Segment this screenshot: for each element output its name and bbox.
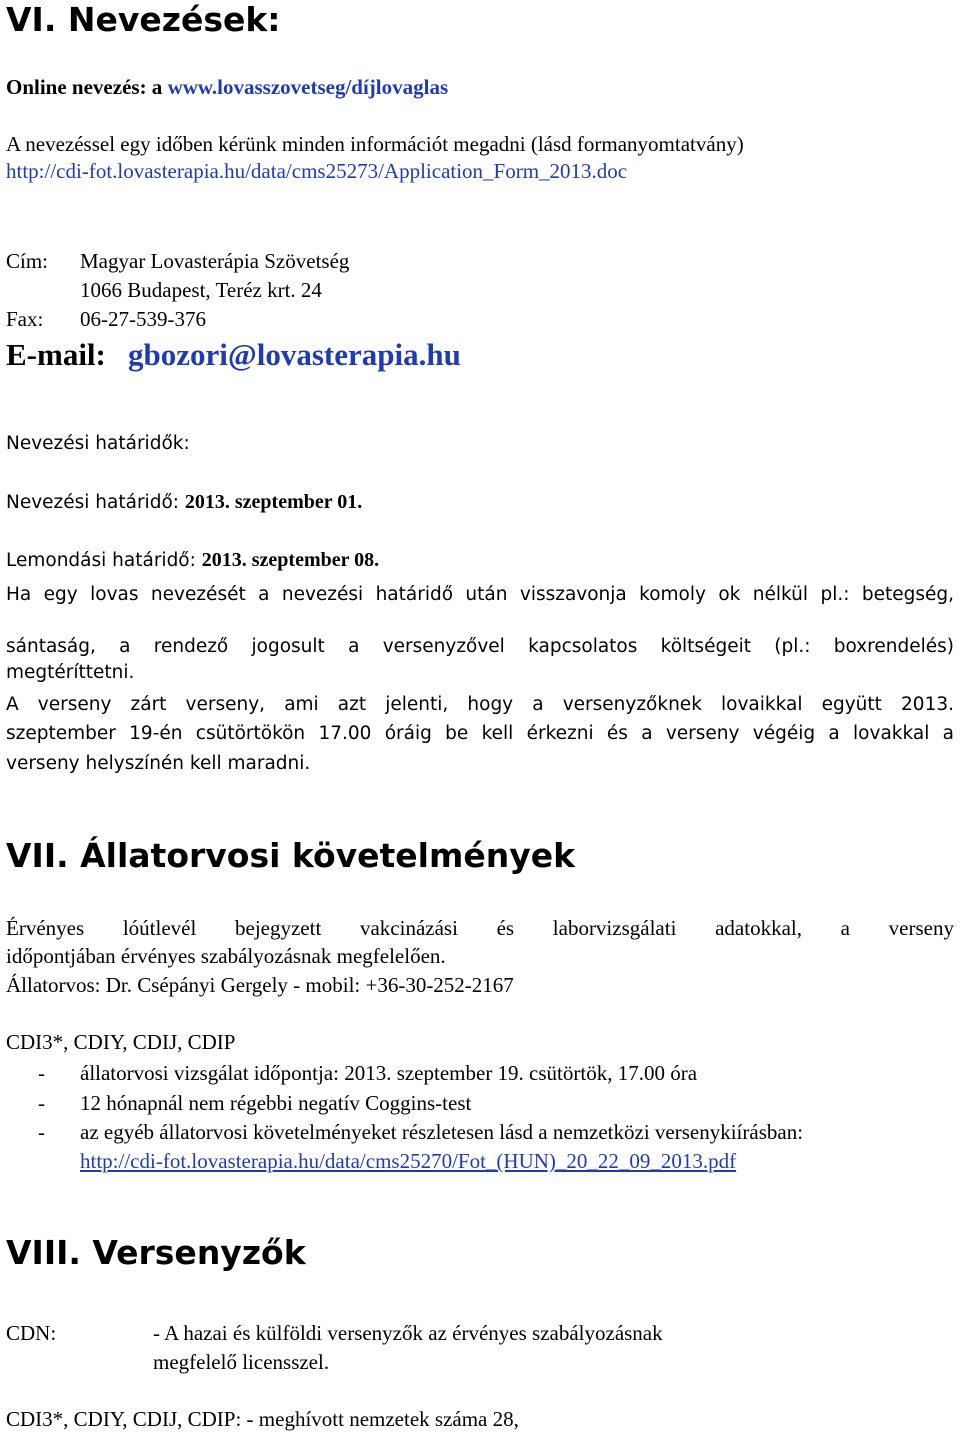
entry-deadline: [6, 489, 362, 516]
bullet-dash: -: [38, 1091, 45, 1115]
section-vi-title: VI. Nevezések:: [6, 0, 281, 39]
bullet-item-3: az egyéb állatorvosi követelményeket részletesen lásd a nemzetközi versenykiírásban:: [80, 1120, 804, 1144]
bullet-dash: -: [38, 1061, 45, 1085]
closed-event-line-1: A verseny zárt verseny, ami azt jelenti, hogy a versenyzőknek lovaikkal együtt 2013.: [6, 694, 954, 715]
address-line1: Magyar Lovasterápia Szövetség: [80, 249, 350, 273]
vet-para-line-2: időpontjában érvényes szabályozásnak megfelelően.: [6, 944, 446, 968]
online-entry-link[interactable]: www.lovasszovetseg/díjlovaglas: [167, 75, 449, 99]
deadlines-heading: Nevezési határidők:: [6, 433, 190, 454]
bullet-item-1: állatorvosi vizsgálat időpontja: 2013. szeptember 19. csütörtök, 17.00 óra: [80, 1061, 698, 1085]
section-viii-title: VIII. Versenyzők: [6, 1233, 306, 1272]
bullet-dash: -: [38, 1120, 45, 1144]
vet-contact-line: Állatorvos: Dr. Csépányi Gergely - mobil: +36-30-252-2167: [6, 973, 514, 997]
cdn-line-1: - A hazai és külföldi versenyzők az érvényes szabályozásnak: [153, 1321, 663, 1345]
cdn-line-2: megfelelő licensszel.: [153, 1350, 330, 1374]
schedule-url-link[interactable]: http://cdi-fot.lovasterapia.hu/data/cms25270/Fot_(HUN)_20_22_09_2013.pdf: [80, 1149, 737, 1173]
online-entry-prefix: Online nevezés: a: [6, 75, 168, 99]
entry-deadline-label: Nevezési határidő:: [6, 492, 185, 513]
entry-deadline-value: 2013. szeptember 01.: [184, 491, 363, 513]
cdi-line: CDI3*, CDIY, CDIJ, CDIP: - meghívott nemzetek száma 28,: [6, 1407, 519, 1431]
address-line2: 1066 Budapest, Teréz krt. 24: [80, 278, 322, 302]
fax-value: 06-27-539-376: [80, 307, 206, 331]
cancel-deadline-label: Lemondási határidő:: [6, 550, 202, 571]
email-link[interactable]: gbozori@lovasterapia.hu: [128, 337, 461, 372]
withdrawal-line-2: sántaság, a rendező jogosult a versenyzővel kapcsolatos költségeit (pl.: boxrendelés): [6, 636, 954, 657]
info-line: A nevezéssel egy időben kérünk minden információt megadni (lásd formanyomtatvány): [6, 132, 744, 156]
email-label: E-mail:: [6, 337, 106, 372]
closed-event-line-2: szeptember 19-én csütörtökön 17.00 óráig be kell érkezni és a verseny végéig a lovakkal a: [6, 723, 954, 744]
section-vii-title: VII. Állatorvosi követelmények: [6, 836, 576, 875]
withdrawal-line-3: megtéríttetni.: [6, 662, 135, 683]
fax-label: Fax:: [6, 307, 44, 331]
vet-para-line-1: Érvényes lóútlevél bejegyzett vakcinázási és laborvizsgálati adatokkal, a verseny: [6, 916, 954, 940]
cdn-label: CDN:: [6, 1321, 57, 1345]
form-url-link[interactable]: http://cdi-fot.lovasterapia.hu/data/cms25273/Application_Form_2013.doc: [6, 159, 628, 183]
cancel-deadline-value: 2013. szeptember 08.: [201, 549, 380, 571]
closed-event-line-3: verseny helyszínén kell maradni.: [6, 753, 311, 774]
online-entry-line: [6, 74, 448, 100]
address-label: Cím:: [6, 249, 49, 273]
vet-classes-line: CDI3*, CDIY, CDIJ, CDIP: [6, 1030, 236, 1054]
withdrawal-line-1: Ha egy lovas nevezését a nevezési határidő után visszavonja komoly ok nélkül pl.: betegség,: [6, 584, 954, 605]
bullet-item-2: 12 hónapnál nem régebbi negatív Coggins-test: [80, 1091, 472, 1115]
cancel-deadline: [6, 547, 379, 574]
